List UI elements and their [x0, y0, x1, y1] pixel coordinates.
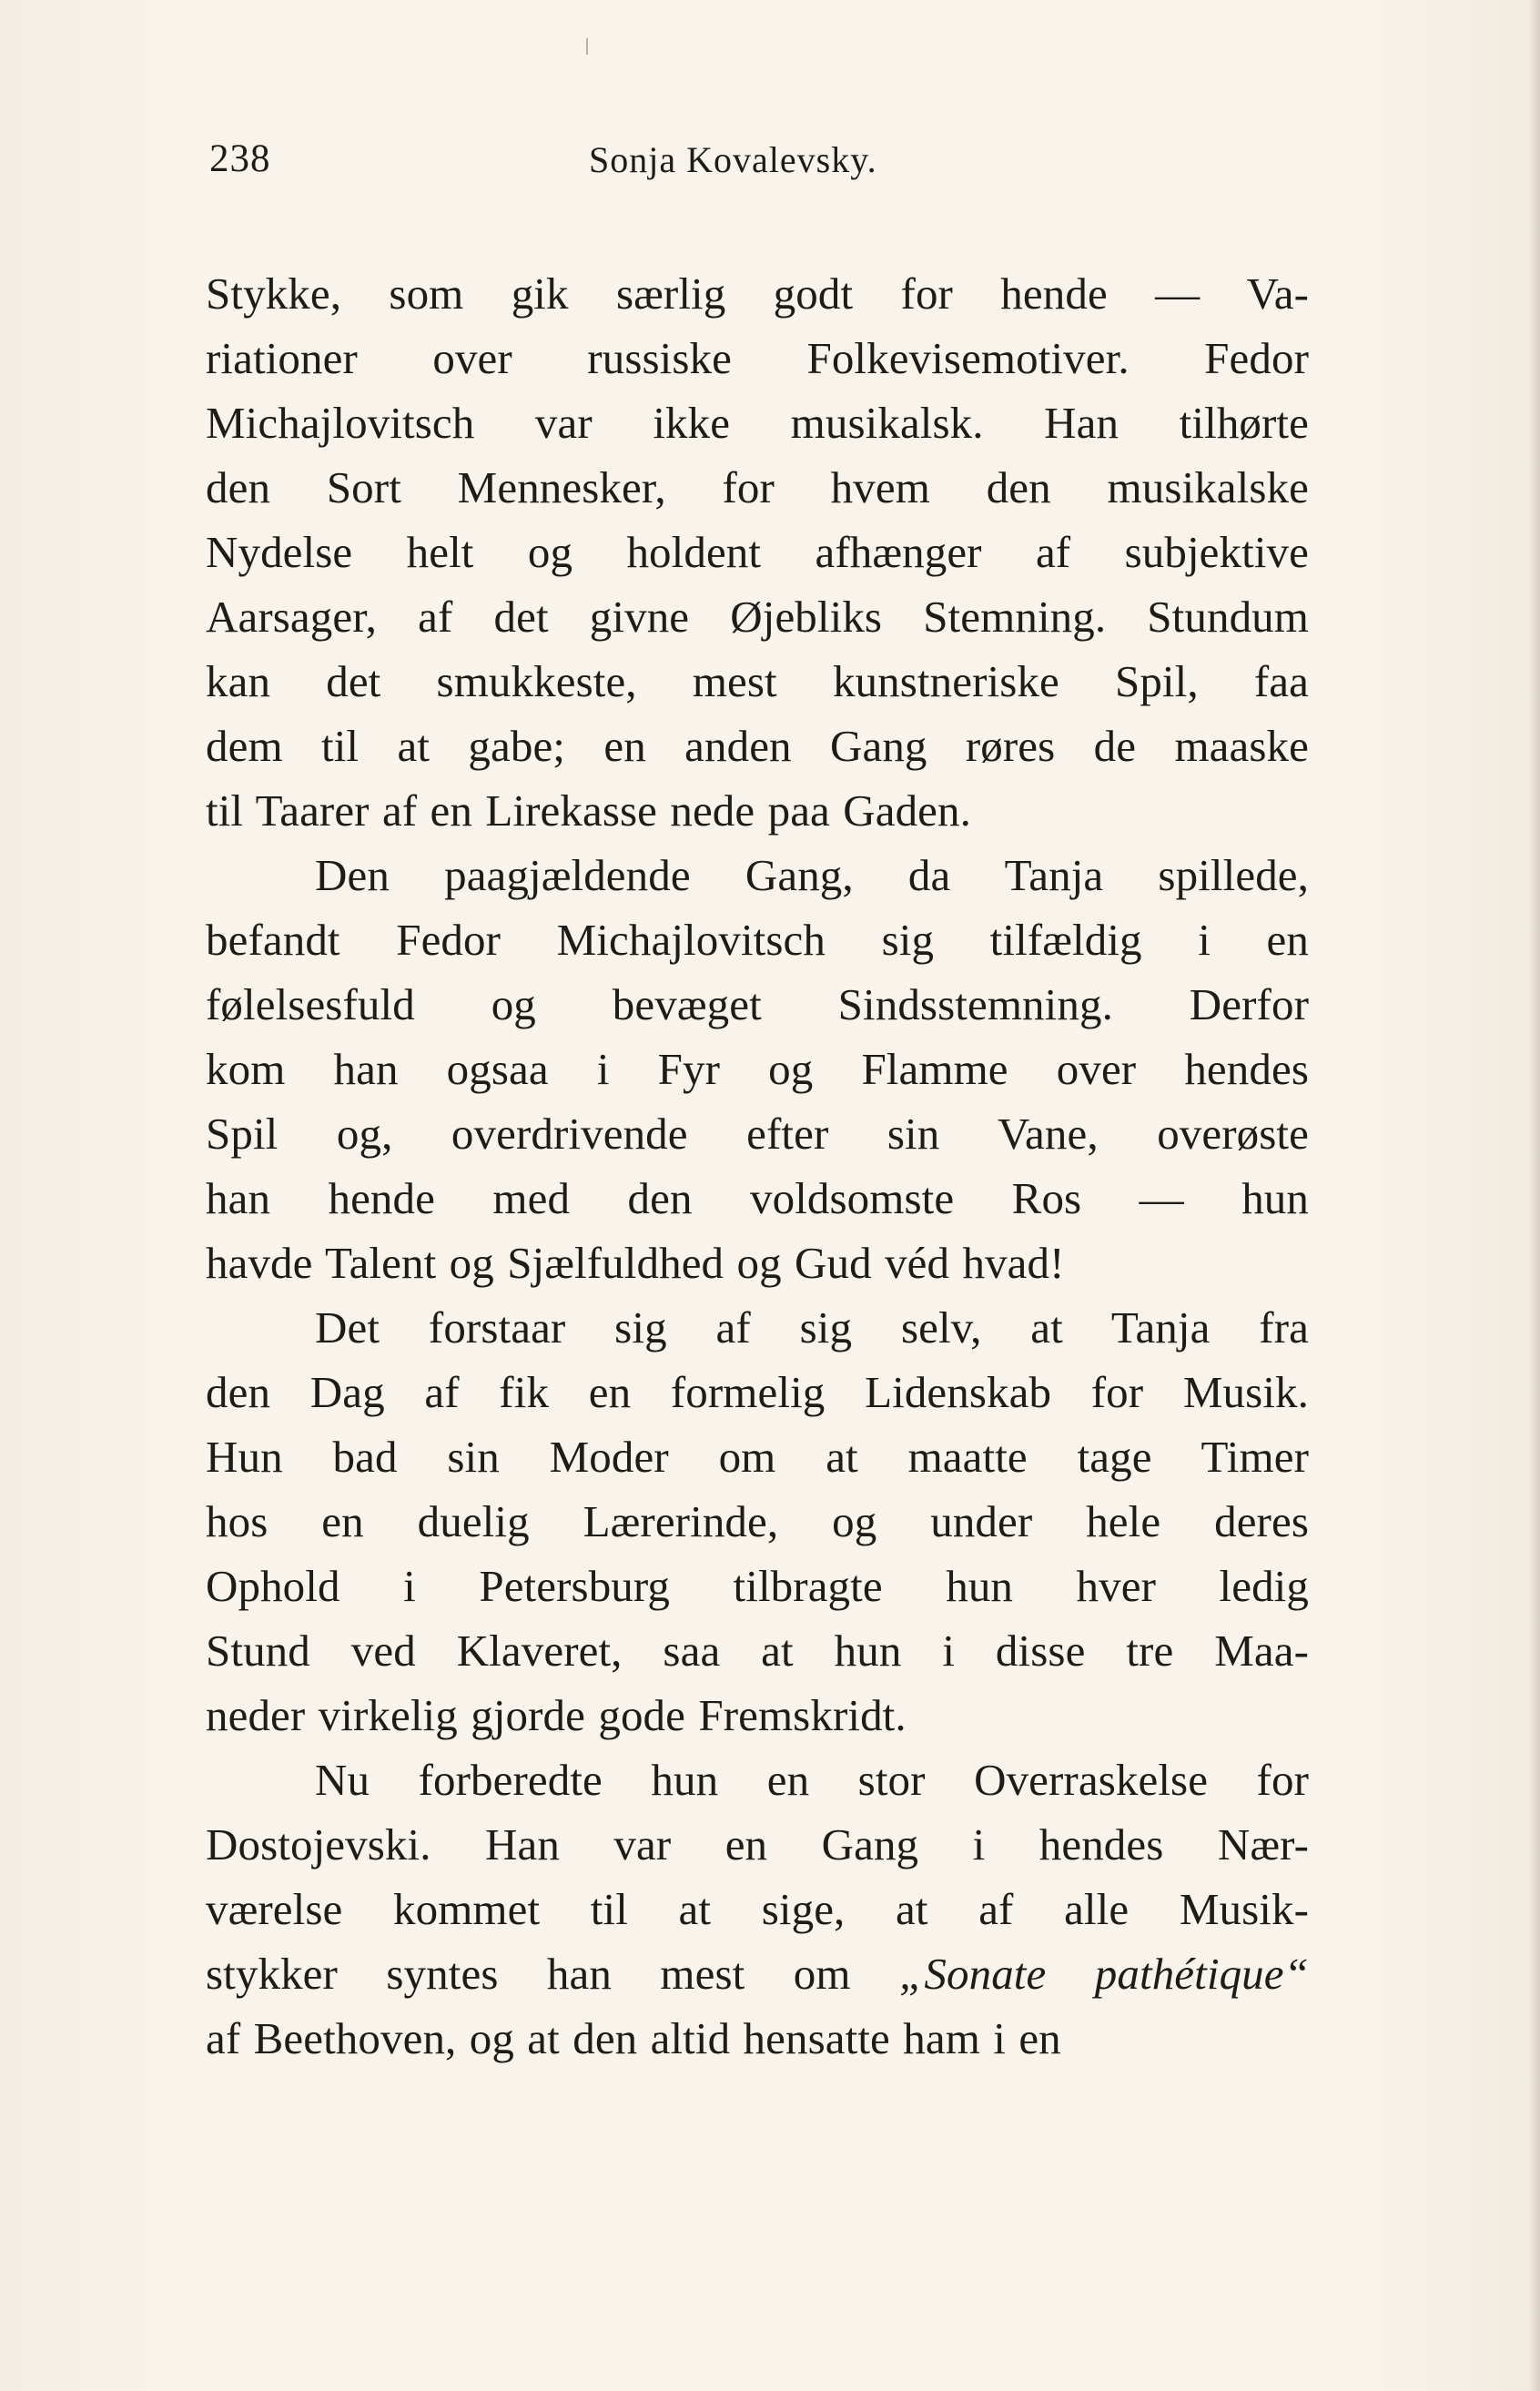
text-line: den Dag af fik en formelig Lidenskab for Musik. — [206, 1367, 1309, 1417]
text-line: kan det smukkeste, mest kunstneriske Spil, faa — [206, 656, 1309, 706]
text-line — [206, 1941, 1309, 2006]
body-text — [206, 261, 1309, 2071]
text-line: Nu forberedte hun en stor Overraskelse for — [315, 1755, 1309, 1805]
text-line: Nydelse helt og holdent afhænger af subjektive — [206, 527, 1309, 577]
text-line: kom han ogsaa i Fyr og Flamme over hendes — [206, 1044, 1309, 1094]
text-line: Aarsager, af det givne Øjebliks Stemning. Stundum — [206, 592, 1309, 642]
text-line: riationer over russiske Folkevisemotiver. Fedor — [206, 333, 1309, 383]
text-line: Ophold i Petersburg tilbragte hun hver ledig — [206, 1561, 1309, 1611]
text-line: hos en duelig Lærerinde, og under hele deres — [206, 1496, 1309, 1546]
page-header — [209, 137, 1302, 200]
text-line: befandt Fedor Michajlovitsch sig tilfældig i en — [206, 915, 1309, 965]
text-line-segment: stykker syntes han mest om — [206, 1949, 851, 1999]
text-line: Spil og, overdrivende efter sin Vane, overøste — [206, 1109, 1309, 1159]
page-number: 238 — [209, 137, 271, 180]
text-line: følelsesfuld og bevæget Sindsstemning. Derfor — [206, 979, 1309, 1029]
text-line: Hun bad sin Moder om at maatte tage Timer — [206, 1432, 1309, 1482]
text-line: værelse kommet til at sige, at af alle Musik- — [206, 1884, 1309, 1934]
text-line: neder virkelig gjorde gode Fremskridt. — [206, 1690, 907, 1740]
text-line: Dostojevski. Han var en Gang i hendes Nær- — [206, 1819, 1309, 1869]
text-line: Den paagjældende Gang, da Tanja spillede, — [315, 850, 1309, 900]
text-line: den Sort Mennesker, for hvem den musikalske — [206, 462, 1309, 512]
page-edge — [1527, 0, 1540, 2391]
running-head: Sonja Kovalevsky. — [589, 139, 877, 180]
text-line: Stykke, som gik særlig godt for hende — Va- — [206, 268, 1309, 319]
italic-title: „Sonate pathétique“ — [899, 1949, 1309, 1999]
print-mark — [586, 38, 588, 55]
text-line: han hende med den voldsomste Ros — hun — [206, 1173, 1309, 1223]
text-line: til Taarer af en Lirekasse nede paa Gaden. — [206, 785, 971, 836]
text-line: Stund ved Klaveret, saa at hun i disse tre Maa- — [206, 1626, 1309, 1676]
text-line: Det forstaar sig af sig selv, at Tanja fra — [315, 1302, 1309, 1353]
text-line: dem til at gabe; en anden Gang røres de maaske — [206, 721, 1309, 771]
text-line: Michajlovitsch var ikke musikalsk. Han tilhørte — [206, 398, 1309, 448]
text-line: af Beethoven, og at den altid hensatte ham i en — [206, 2013, 1061, 2063]
text-line: havde Talent og Sjælfuldhed og Gud véd hvad! — [206, 1238, 1065, 1288]
